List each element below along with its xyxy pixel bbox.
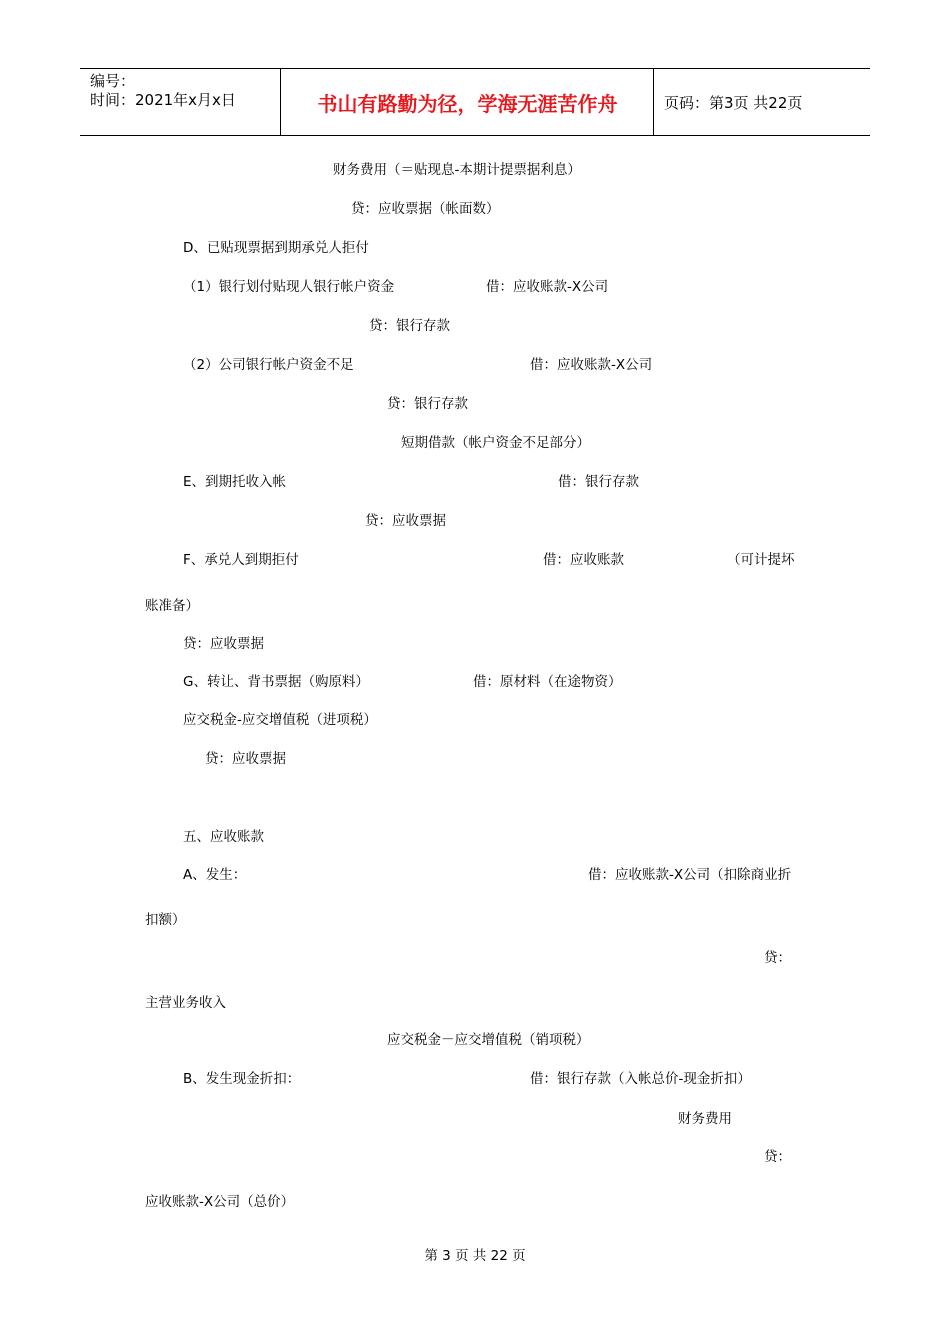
text-line: 贷：银行存款 (369, 318, 450, 334)
text-line: D、已贴现票据到期承兑人拒付 (183, 240, 369, 256)
text-line: 财务费用 (678, 1111, 732, 1127)
text-line: 短期借款（帐户资金不足部分） (401, 435, 590, 451)
text-line: 借：银行存款（入帐总价-现金折扣） (530, 1071, 751, 1087)
text-line: 借：应收账款-X公司 (530, 357, 653, 373)
text-line: 应交税金-应交增值税（进项税） (183, 712, 377, 728)
text-line: 财务费用（＝贴现息-本期计提票据利息） (333, 162, 581, 178)
text-line: 借：原材料（在途物资） (473, 674, 622, 690)
text-line: 主营业务收入 (145, 995, 226, 1011)
text-line: 借：银行存款 (558, 474, 639, 490)
text-line: 应收账款-X公司（总价） (145, 1194, 295, 1210)
text-line: （可计提坏 (727, 552, 795, 568)
header-slogan: 书山有路勤为径，学海无涯苦作舟 (317, 92, 618, 116)
text-line: 贷：应收票据 (365, 513, 446, 529)
text-line: B、发生现金折扣： (183, 1071, 301, 1087)
text-line: F、承兑人到期拒付 (183, 552, 299, 568)
text-line: 账准备） (145, 598, 199, 614)
text-line: 贷：银行存款 (387, 396, 468, 412)
text-line: 贷：应收票据 (205, 751, 286, 767)
header-page-cell (654, 69, 870, 135)
page-footer: 第 3 页 共 22 页 (424, 1248, 526, 1264)
text-line: 借：应收账款-X公司（扣除商业折 (588, 867, 792, 883)
text-line: G、转让、背书票据（购原料） (183, 674, 369, 690)
text-line: A、发生： (183, 867, 247, 883)
text-line: （1）银行划付贴现人银行帐户资金 (183, 279, 395, 295)
text-line: 贷： (764, 1149, 791, 1165)
text-line: （2）公司银行帐户资金不足 (183, 357, 354, 373)
header-info-cell (80, 69, 281, 135)
document-header (80, 68, 870, 136)
text-line: 借：应收账款-X公司 (486, 279, 609, 295)
text-line: 贷： (764, 950, 791, 966)
document-number-label: 编号： (90, 72, 136, 90)
text-line: 贷：应收票据 (183, 636, 264, 652)
text-line: 扣额） (145, 912, 186, 928)
text-line: 借：应收账款 (543, 552, 624, 568)
text-line: 应交税金－应交增值税（销项税） (387, 1032, 590, 1048)
header-page-number: 页码：第3页 共22页 (664, 94, 803, 112)
header-slogan-cell (281, 69, 654, 135)
document-date-label: 时间：2021年x月x日 (90, 91, 236, 109)
section-heading: 五、应收账款 (183, 829, 264, 845)
text-line: E、到期托收入帐 (183, 474, 287, 490)
text-line: 贷：应收票据（帐面数） (351, 201, 500, 217)
